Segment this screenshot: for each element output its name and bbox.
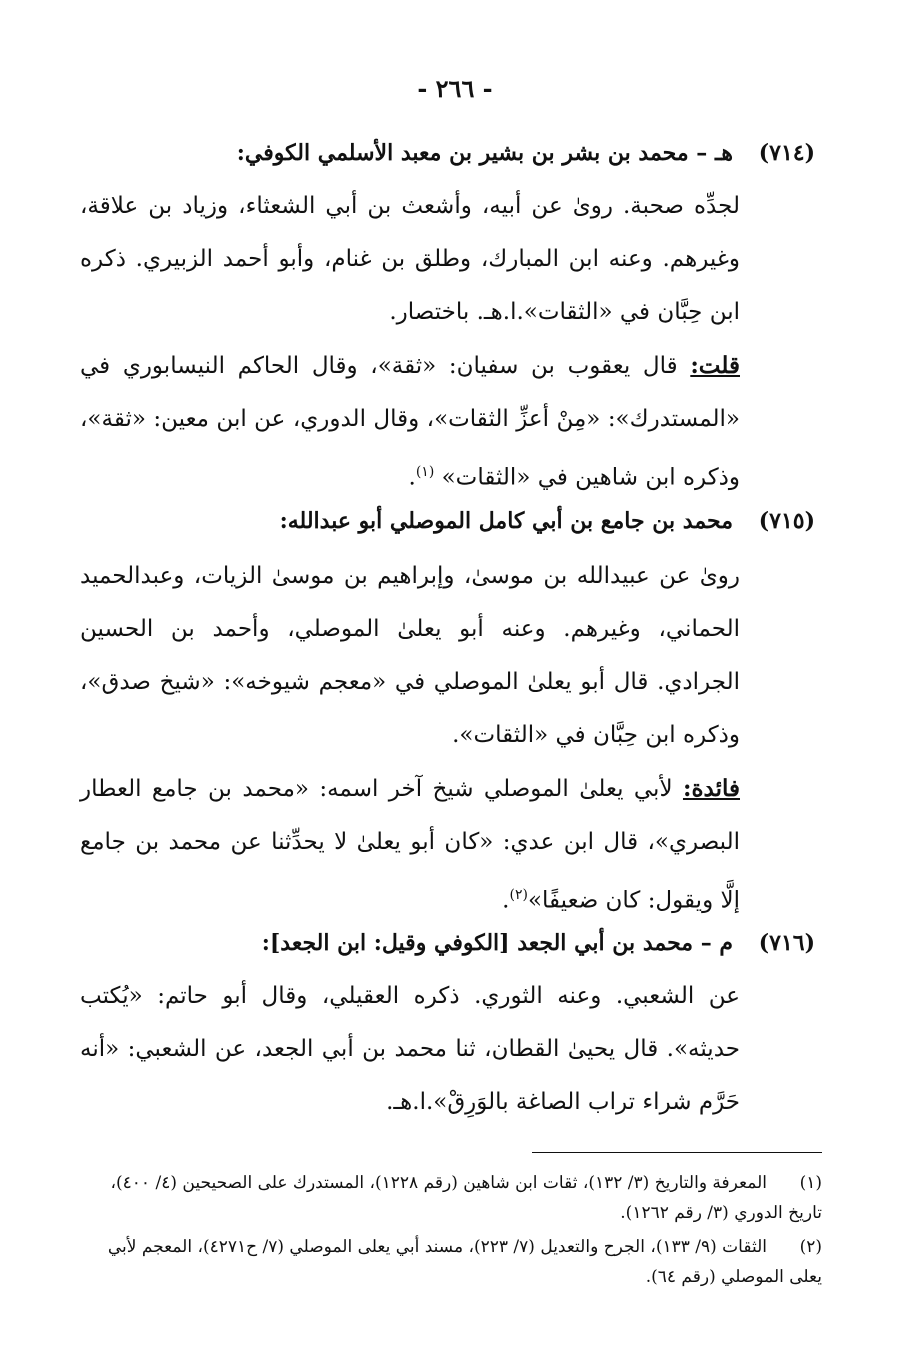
note-text: قال يعقوب بن سفيان: «ثقة»، وقال الحاكم النيسابوري في «المستدرك»: «مِنْ أعزِّ الثقات»، وقال الدوري، عن ابن معين: «ثقة»، وذكره ابن شاهين في «الثقات» — [80, 353, 740, 491]
entry-body: لجدِّه صحبة. روىٰ عن أبيه، وأشعث بن أبي الشعثاء، وزياد بن علاقة، وغيرهم. وعنه ابن المبارك، وطلق بن غنام، وأبو أحمد الزبيري. ذكره ابن حِبَّان في «الثقات».ا.هـ. باختصار. — [80, 193, 740, 325]
footnote-number: (٢) — [799, 1237, 822, 1257]
note-end: . — [408, 464, 416, 491]
note-label: قلت: — [690, 352, 740, 379]
note-text: لأبي يعلىٰ الموصلي شيخ آخر اسمه: «محمد بن جامع العطار البصري»، قال ابن عدي: «كان أبو يعلىٰ لا يحدِّثنا عن محمد بن جامع إلَّا ويقول: كان ضعيفًا» — [80, 776, 740, 914]
entry-heading-714 — [80, 140, 815, 166]
page-number: - ٢٦٦ - — [417, 74, 493, 103]
entry-body: روىٰ عن عبيدالله بن موسىٰ، وإبراهيم بن موسىٰ الزيات، وعبدالحميد الحماني، وغيرهم. وعنه أبو يعلىٰ الموصلي، وأحمد بن الحسين الجرادي. قال أبو يعلىٰ الموصلي في «معجم شيوخه»: «شيخ صدق»، وذكره ابن حِبَّان في «الثقات». — [80, 563, 741, 748]
footnote-text: الثقات (٩/ ١٣٣)، الجرح والتعديل (٧/ ٢٢٣)، مسند أبي يعلى الموصلي (٧/ ح٤٢٧١)، المعجم لأبي يعلى الموصلي (رقم ٦٤). — [107, 1237, 822, 1287]
entry-heading-715 — [80, 508, 815, 534]
footnote-ref: (٢) — [509, 887, 528, 903]
entry-title: م – محمد بن أبي الجعد [الكوفي وقيل: ابن الجعد]: — [261, 930, 734, 956]
footnote-number: (١) — [799, 1173, 822, 1193]
footnote-divider — [532, 1152, 822, 1153]
footnote-text: المعرفة والتاريخ (٣/ ١٣٢)، ثقات ابن شاهين (رقم ١٢٢٨)، المستدرك على الصحيحين (٤/ ٤٠٠)، تاريخ الدوري (٣/ رقم ١٢٦٢). — [110, 1173, 822, 1223]
entry-title: محمد بن جامع بن أبي كامل الموصلي أبو عبدالله: — [279, 508, 734, 534]
entry-note — [80, 762, 740, 928]
footnote-ref: (١) — [415, 464, 435, 480]
note-label: فائدة: — [682, 775, 740, 802]
entry-title: هـ – محمد بن بشر بن بشير بن معبد الأسلمي الكوفي: — [236, 140, 734, 166]
entry-body: عن الشعبي. وعنه الثوري. ذكره العقيلي، وقال أبو حاتم: «يُكتب حديثه». قال يحيىٰ القطان، ثنا محمد بن أبي الجعد، عن الشعبي: «أنه حَرَّم شراء تراب الصاغة بالوَرِقْ».ا.هـ. — [80, 983, 740, 1115]
entry-heading-716 — [80, 930, 815, 956]
entry-note — [80, 339, 740, 505]
footnote — [82, 1168, 822, 1228]
entry-number: (٧١٥) — [758, 508, 815, 534]
footnote — [82, 1232, 822, 1292]
entry-number: (٧١٦) — [758, 930, 815, 956]
note-end: . — [502, 887, 510, 914]
entry-number: (٧١٤) — [758, 140, 815, 166]
